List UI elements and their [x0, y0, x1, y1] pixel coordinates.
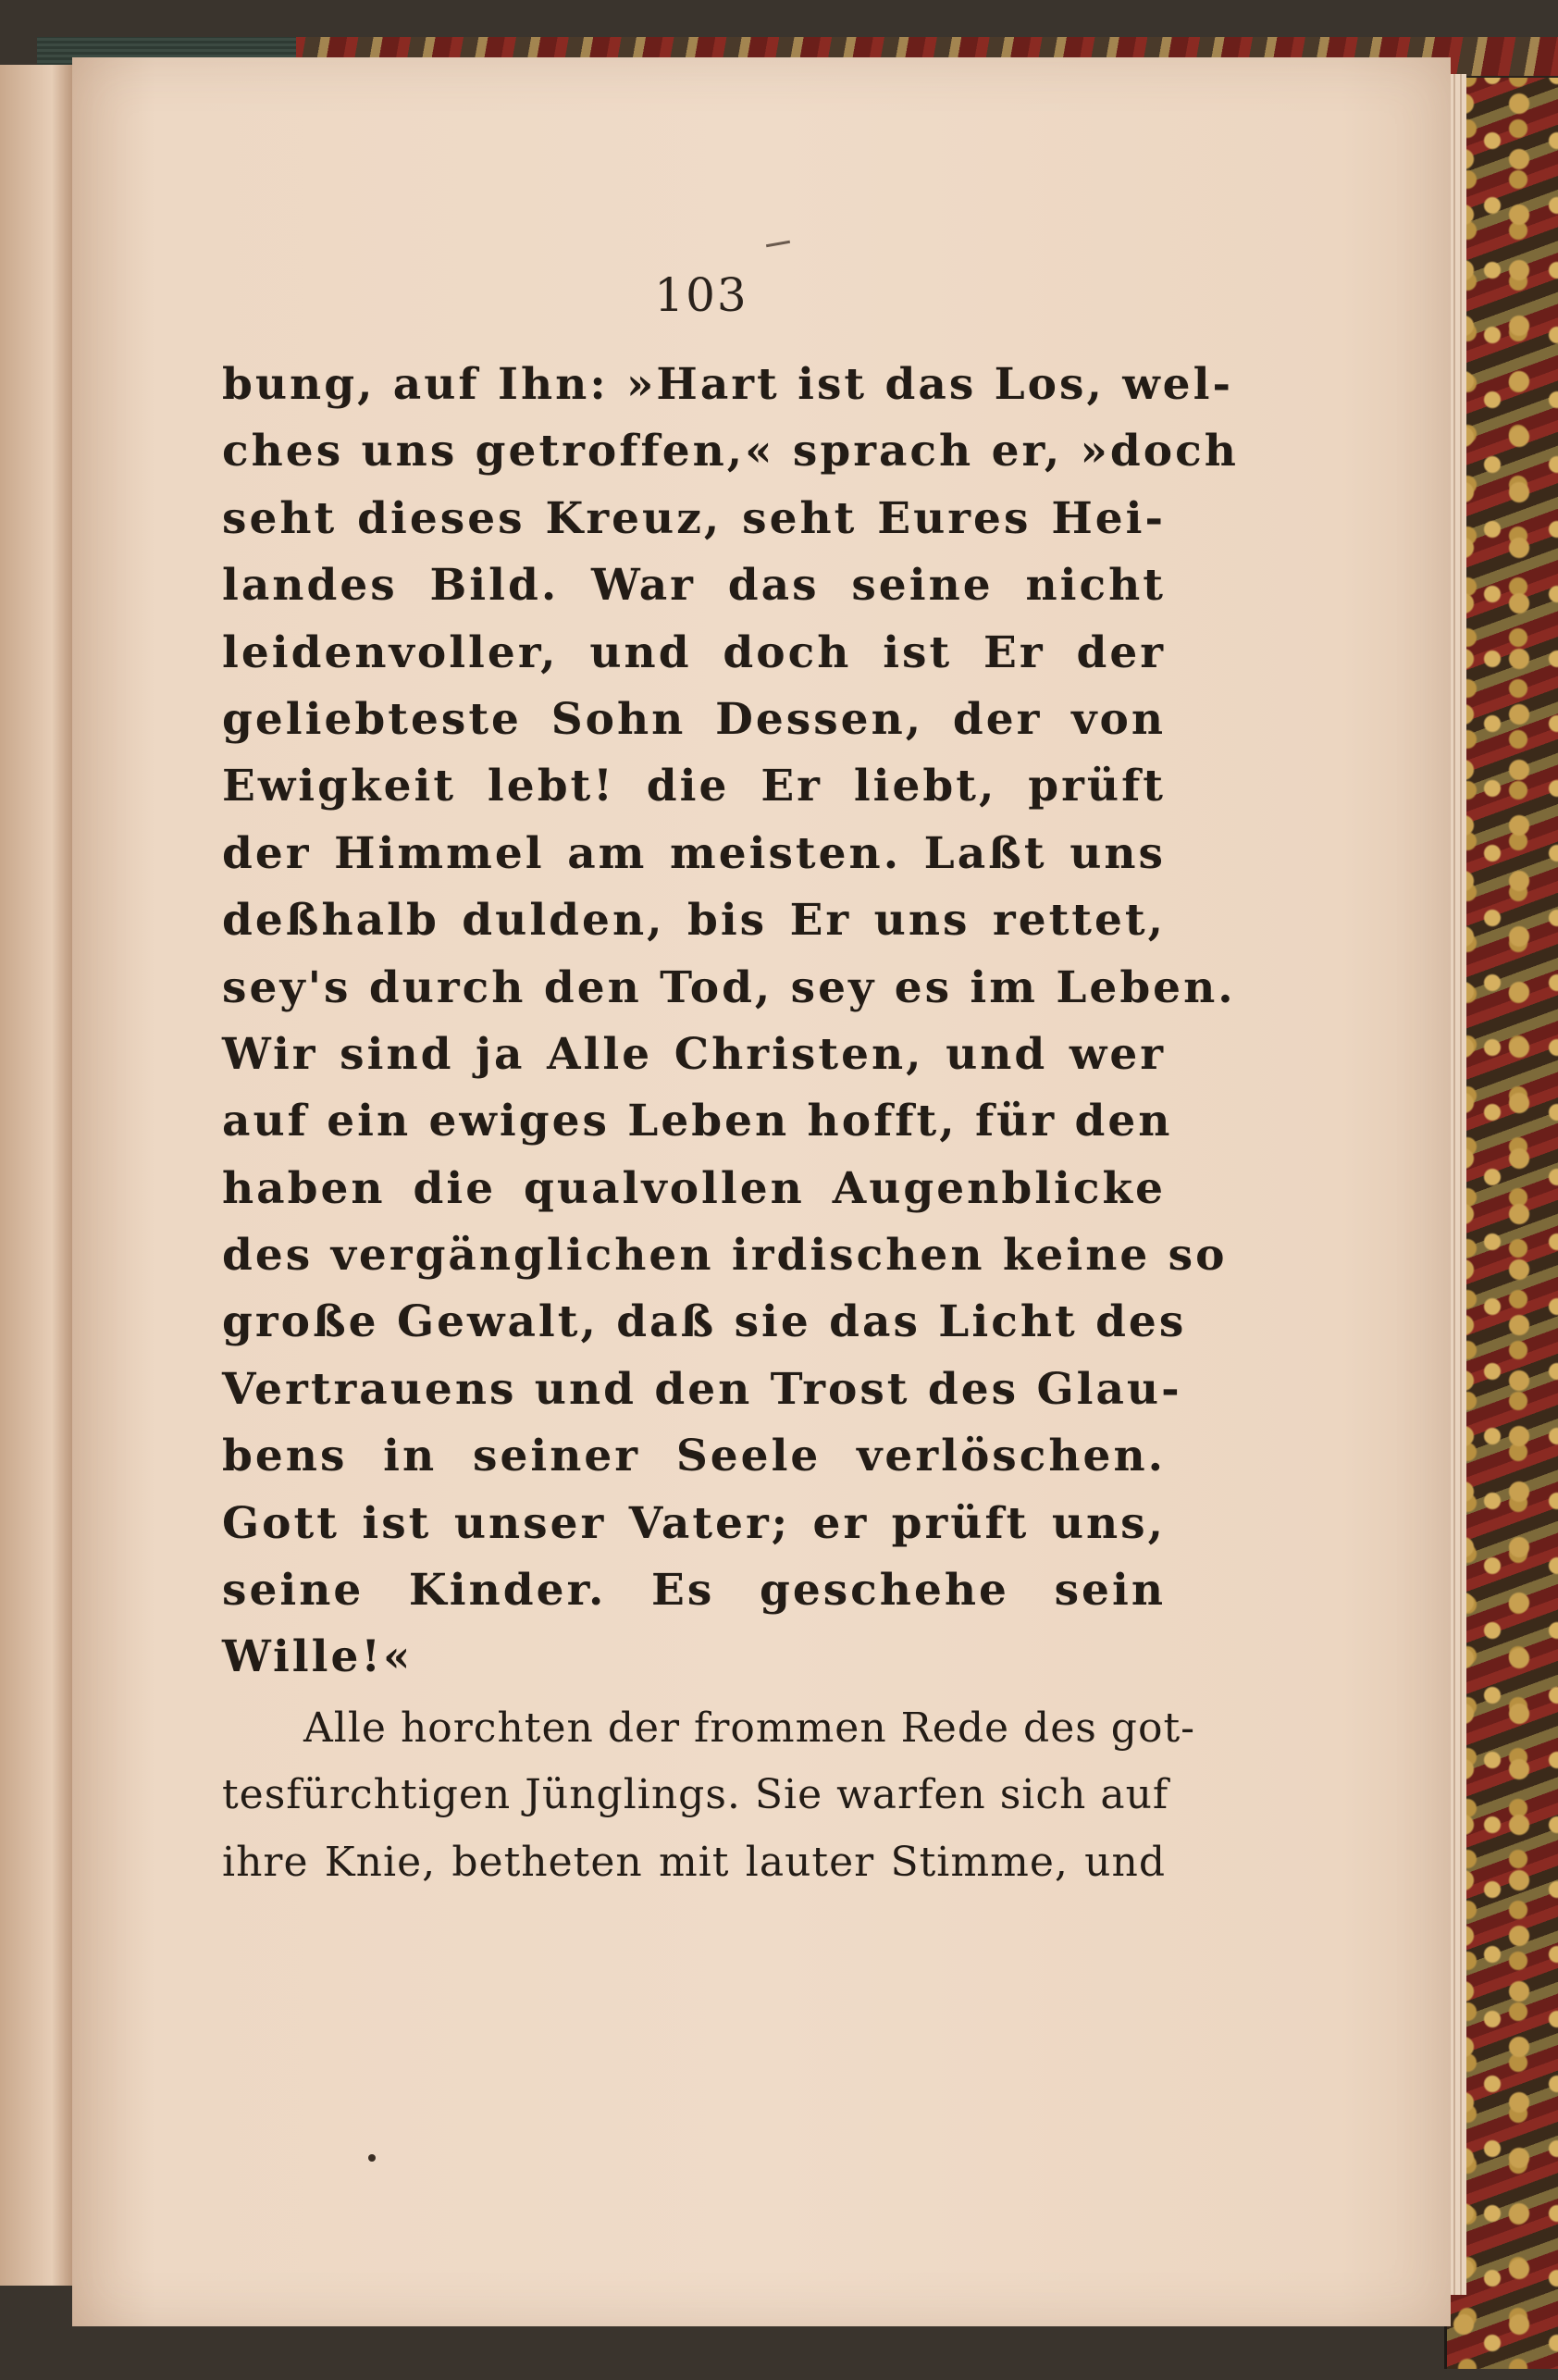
page-text — [222, 352, 1239, 1896]
left-page-edge — [0, 65, 76, 2286]
text-line: haben die qualvollen Augenblicke — [222, 1162, 1166, 1214]
text-line: auf ein ewiges Leben hofft, für den — [222, 1096, 1173, 1147]
text-line: seht dieses Kreuz, seht Eures Hei- — [222, 492, 1166, 544]
text-line: der Himmel am meisten. Laßt uns — [222, 827, 1166, 879]
text-line: geliebteste Sohn Dessen, der von — [222, 693, 1166, 745]
page-number: 103 — [654, 268, 748, 322]
text-line: landes Bild. War das seine nicht — [222, 560, 1166, 612]
text-line: sey's durch den Tod, sey es im Leben. — [222, 961, 1236, 1013]
text-line: Vertrauens und den Trost des Glau- — [222, 1363, 1182, 1415]
text-line: leidenvoller, und doch ist Er der — [222, 626, 1166, 678]
text-line: große Gewalt, daß sie das Licht des — [222, 1296, 1187, 1348]
paragraph-2 — [222, 1695, 1196, 1896]
text-line: seine Kinder. Es geschehe sein — [222, 1565, 1166, 1617]
text-line: bung, auf Ihn: »Hart ist das Los, wel- — [222, 359, 1233, 410]
text-line: Wille!« — [222, 1631, 414, 1683]
text-line: bens in seiner Seele verlöschen. — [222, 1431, 1166, 1482]
text-line: Gott ist unser Vater; er prüft uns, — [222, 1497, 1166, 1549]
text-line: des vergänglichen irdischen keine so — [222, 1230, 1228, 1282]
text-line: tesfürchtigen Jünglings. Sie warfen sich auf — [222, 1771, 1169, 1819]
text-line: Alle horchten der frommen Rede des got- — [303, 1704, 1196, 1752]
text-line: deßhalb dulden, bis Er uns rettet, — [222, 895, 1166, 947]
text-line: ches uns getroffen,« sprach er, »doch — [222, 426, 1239, 477]
text-line: ihre Knie, betheten mit lauter Stimme, und — [222, 1838, 1166, 1886]
text-line: Ewigkeit lebt! die Er liebt, prüft — [222, 761, 1166, 812]
ink-speck — [368, 2154, 376, 2162]
text-line: Wir sind ja Alle Christen, und wer — [222, 1028, 1166, 1080]
paragraph-1 — [222, 352, 1239, 1692]
